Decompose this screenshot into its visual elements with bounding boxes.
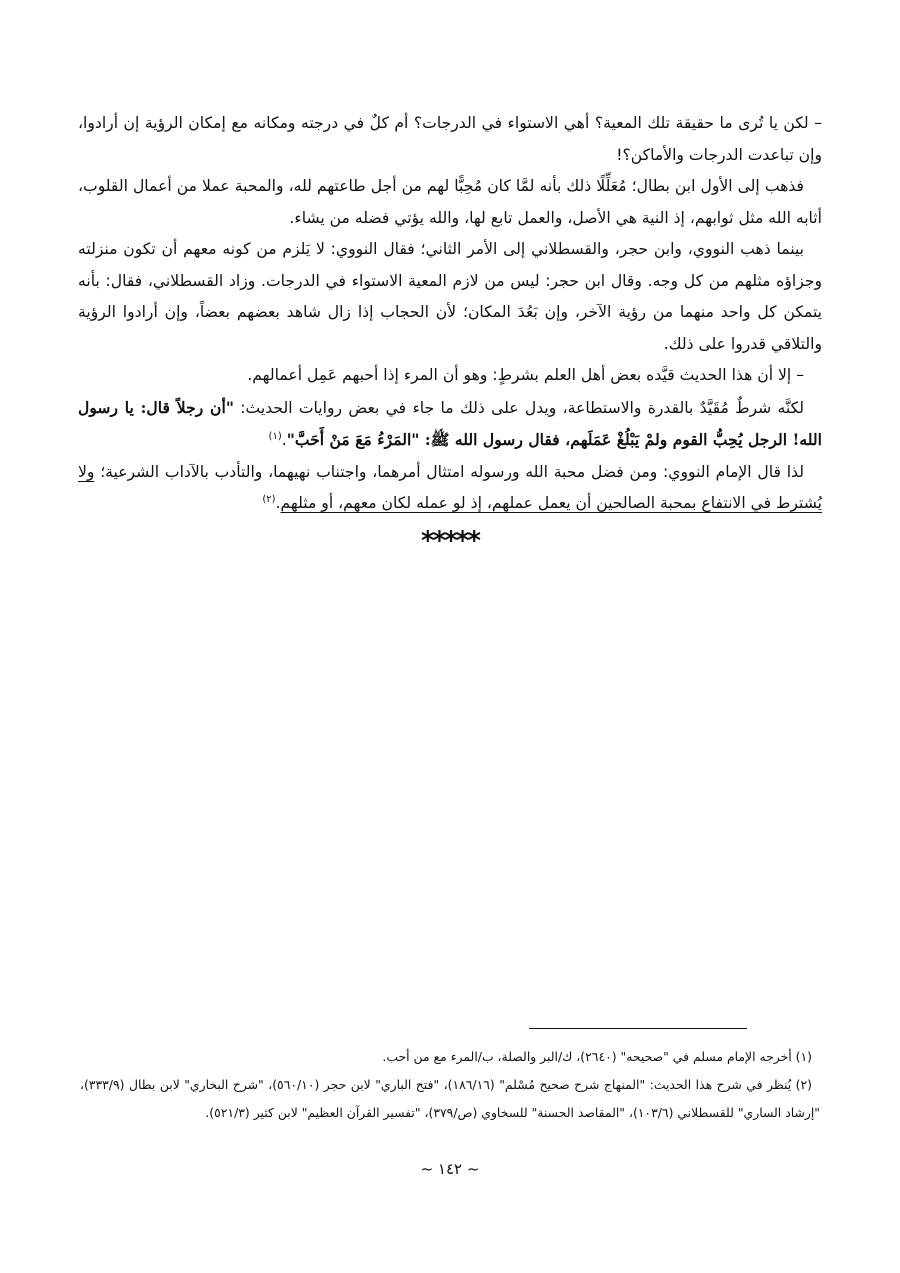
nawawi-period: . [275, 494, 281, 512]
footnote-divider [529, 1028, 747, 1029]
paragraph-question: – لكن يا تُرى ما حقيقة تلك المعية؟ أهي الاستواء في الدرجات؟ أم كلٌ في درجته ومكانه مع إمكان الرؤية إن أرادوا، وإن تباعدت الدرجات والأماكن؟! [78, 114, 822, 164]
nawawi-quote-text: لذا قال الإمام النووي: ومن فضل محبة الله ورسوله امتثال أمرهما، واجتناب نهيهما، والتأدب بالآداب الشرعية؛ [94, 462, 804, 481]
footnote-2: (٢) يُنظر في شرح هذا الحديث: "المنهاج شرح صحيح مُسْلم" (١٨٦/١٦)، "فتح الباري" لابن حجر (٥٦٠/١٠)، "شرح البخاري" لابن بطال (٣٣٣/٩)، "إرشاد الساري" للقسطلاني (١٠٣/٦)، "المقاصد الحسنة" للسخاوي (ص/٣٧٩)، "تفسير القرآن العظيم" لابن كثير (٥٢١/٣). [80, 1077, 820, 1120]
nawawi-underlined-text: ولا يُشترط في الانتفاع بمحبة الصالحين أن يعمل عملهم، إذ لو عمله لكان معهم، أو مثلهم [78, 462, 822, 512]
footnote-ref-2[interactable]: (٢) [262, 493, 276, 505]
main-text [78, 108, 822, 556]
paragraph-ibn-battal: فذهب إلى الأول ابن بطال؛ مُعَلِّلًا ذلك بأنه لمَّا كان مُحِبًّا لهم من أجل طاعتهم لله، والمحبة عملا من أعمال القلوب، أثابه الله مثل ثوابهم، إذ النية هي الأصل، والعمل تابع لها، والله يؤتي فضله من يشاء. [78, 177, 822, 227]
paragraph-hadith [78, 392, 822, 457]
paragraph-condition: – إلا أن هذا الحديث قيَّده بعض أهل العلم بشرطٍ: وهو أن المرء إذا أحبهم عَمِل أعمالهم. [247, 366, 804, 384]
footnote-ref-1[interactable]: (١) [268, 430, 282, 442]
section-separator: ***** [421, 525, 479, 556]
paragraph-nawawi-quote [78, 457, 822, 520]
hadith-intro: لكنَّه شرطٌ مُقَيَّدٌ بالقدرة والاستطاعة، ويدل على ذلك ما جاء في بعض روايات الحديث: [233, 398, 804, 417]
footnote-1: (١) أخرجه الإمام مسلم في "صحيحه" (٢٦٤٠)، ك/البر والصلة، ب/المرء مع من أحب. [382, 1049, 812, 1064]
hadith-period: . [281, 431, 287, 449]
hadith-quote: "أن رجلاً قال: يا رسول الله! الرجل يُحِبُّ القوم ولمْ يَبْلُغْ عَمَلَهم، فقال رسول الله ﷺ: "المَرْءُ مَعَ مَنْ أَحَبَّ" [78, 397, 822, 449]
paragraph-nawawi-opinion: بينما ذهب النووي، وابن حجر، والقسطلاني إلى الأمر الثاني؛ فقال النووي: لا يَلزم من كونه معهم أن تكون منزلته وجزاؤه مثلهم من كل وجه. وقال ابن حجر: ليس من لازم المعية الاستواء في الدرجات. وزاد القسطلاني، فقال: بأنه يتمكن كل واحد منهما من رؤية الآخر، وإن بَعُدَ المكان؛ لأن الحجاب إذا زال شاهد بعضهم بعضاً، وإن أرادوا الرؤية والتلاقي قدروا على ذلك. [78, 240, 822, 353]
footnotes [80, 1043, 820, 1127]
page-number: ~ ١٤٢ ~ [420, 1160, 480, 1178]
